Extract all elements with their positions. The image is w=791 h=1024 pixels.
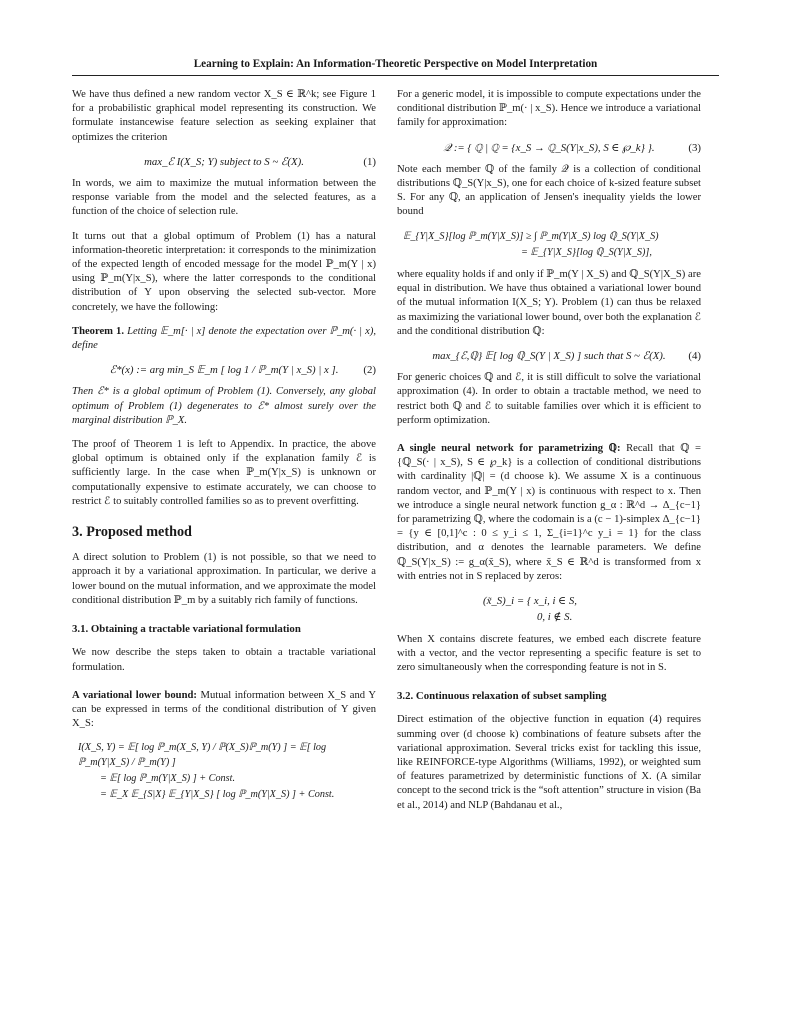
equation-1 (72, 155, 376, 169)
equation-line: I(X_S, Y) = 𝔼[ log ℙ_m(X_S, Y) / ℙ(X_S)ℙ_m(Y) ] = 𝔼[ log ℙ_m(Y|X_S) / ℙ_m(Y) ] (78, 742, 327, 768)
equation-2 (72, 363, 376, 377)
equation-number: (3) (688, 141, 701, 154)
equation-line: 𝔼_{Y|X_S}[log ℙ_m(Y|X_S)] ≥ ∫ ℙ_m(Y|X_S) log ℚ_S(Y|X_S) (403, 230, 659, 242)
running-head: Learning to Explain: An Information-Theoretic Perspective on Model Interpretation (193, 58, 598, 70)
equation-3 (397, 141, 701, 155)
equation-jensen (397, 230, 701, 260)
theorem-text: Then ℰ* is a global optimum of Problem (1). Conversely, any global optimum of Problem (1) degenerates to ℰ* almost surely over the marginal distribution ℙ_X. (72, 386, 376, 426)
theorem-text: Letting 𝔼_m[· | x] denote the expectation over ℙ_m(· | x), define (72, 325, 376, 352)
paragraph: For a generic model, it is impossible to compute expectations under the conditional distribution ℙ_m(· | x_S). Hence we introduce a variational family for approximation: (397, 89, 701, 129)
left-column (72, 88, 376, 810)
paragraph-heading: A single neural network for parametrizing ℚ: (397, 443, 621, 455)
paragraph-heading: A variational lower bound: (72, 689, 197, 701)
equation-number: (4) (688, 350, 701, 363)
equation-line: = 𝔼[ log ℙ_m(Y|X_S) ] + Const. (100, 772, 235, 784)
paragraph-text: Mutual information between X_S and Y can be expressed in terms of the conditional distribution of Y given X_S: (72, 689, 376, 730)
paragraph: It turns out that a global optimum of Problem (1) has a natural information-theoretic interpretation: it corresponds to the minimization of the expected length of encoded message for the model ℙ_m(Y | x) using ℙ_m(Y|x_S), where the latter corresponds to the conditional distribution of Y upon observing the selected sub-vector. More concretely, we have the following: (72, 230, 376, 313)
section-heading: 3. Proposed method (72, 524, 192, 541)
header-rule (72, 75, 719, 76)
paragraph: In words, we aim to maximize the mutual information between the response variable from the model and the selected features, as a function of the choice of selection rule. (72, 178, 376, 218)
paragraph-variational-lower-bound (72, 689, 376, 732)
equation-mutual-information (72, 741, 376, 802)
subsection-heading: 3.1. Obtaining a tractable variational formulation (72, 623, 301, 636)
paragraph: A direct solution to Problem (1) is not possible, so that we need to approach it by a variational approximation. In particular, we derive a lower bound on the mutual information, and we approximate the model conditional distribution ℙ_m by a suitably rich family of functions. (72, 552, 376, 606)
equation-line: 0, i ∉ S. (537, 611, 573, 624)
paragraph: Direct estimation of the objective function in equation (4) requires summing over (d choose k) combinations of feature subsets after the variational approximation. Several tricks exist for tackling this issue, like REINFORCE-type Algorithms (Williams, 1992), or weighted sum of features parametrized by deterministic functions of X. (A similar concept to the second trick is the “soft attention” structure in vision (Ba et al., 2014) and NLP (Bahdanau et al., (397, 714, 701, 811)
paragraph: We have thus defined a new random vector X_S ∈ ℝ^k; see Figure 1 for a probabilistic graphical model representing its construction. We formulate instancewise feature selection as seeking explainer that optimizes the criterion (72, 89, 376, 143)
paragraph: We now describe the steps taken to obtain a tractable variational formulation. (72, 647, 376, 673)
theorem-1 (72, 325, 376, 353)
equation-4 (397, 349, 701, 363)
equation-text: max_ℰ I(X_S; Y) subject to S ~ ℰ(X). (144, 155, 304, 168)
right-column (397, 88, 701, 823)
equation-text: 𝒬 := { ℚ | ℚ = {x_S → ℚ_S(Y|x_S), S ∈ ℘_k} }. (443, 141, 655, 154)
equation-line: (x̃_S)_i = { x_i, i ∈ S, (483, 595, 577, 608)
equation-line: = 𝔼_{Y|X_S}[log ℚ_S(Y|X_S)], (521, 246, 652, 258)
equation-number: (2) (363, 364, 376, 377)
theorem-heading: Theorem 1. (72, 325, 124, 337)
equation-text: max_{ℰ,ℚ} 𝔼[ log ℚ_S(Y | X_S) ] such that S ~ ℰ(X). (432, 350, 666, 363)
paragraph: When X contains discrete features, we embed each discrete feature with a vector, and the vector representing a specific feature is set to zero simultaneously when the corresponding feature is not in S. (397, 633, 701, 673)
equation-tilde-x (397, 594, 701, 624)
subsection-heading: 3.2. Continuous relaxation of subset sampling (397, 690, 607, 703)
equation-number: (1) (363, 155, 376, 168)
paragraph: The proof of Theorem 1 is left to Appendix. In practice, the above global optimum is obtained only if the explanation family ℰ is sufficiently large. In the case when ℙ_m(Y|x_S) is unknown or computationally expensive to estimate accurately, we can choose to restrict ℰ to suitably controlled families so as to prevent overfitting. (72, 439, 376, 507)
paragraph-neural-network (397, 442, 701, 584)
paragraph: where equality holds if and only if ℙ_m(Y | X_S) and ℚ_S(Y|X_S) are equal in distribution. We have thus obtained a variational lower bound of the mutual information I(X_S; Y). Problem (1) can thus be relaxed as maximizing the variational lower bound, over both the explanation ℰ and the conditional distribution ℚ: (397, 269, 701, 337)
paragraph: Note each member ℚ of the family 𝒬 is a collection of conditional distributions ℚ_S(Y|x_S), one for each choice of k-sized feature subset S. For any ℚ, an application of Jensen's inequality yields the lower bound (397, 163, 701, 218)
paragraph-text: Recall that ℚ = {ℚ_S(· | x_S), S ∈ ℘_k} is a collection of conditional distributions with cardinality |ℚ| = (d choose k). We assume X is a continuous random vector, and ℙ_m(Y | x) is continuous with respect to x. Then we introduce a single neural network function g_α : ℝ^d → Δ_{c−1} for parametrizing ℚ, where the codomain is a (c − 1)-simplex Δ_{c−1} = {y ∈ [0,1]^c : 0 ≤ y_i ≤ 1, Σ_{i=1}^c y_i = 1} for the class distribution, and α denotes the learnable parameters. We define ℚ_S(Y|x_S) := g_α(x̃_S), where x̃_S ∈ ℝ^d is transformed from x with entries not in S replaced by zeros: (397, 443, 701, 582)
paragraph: For generic choices ℚ and ℰ, it is still difficult to solve the variational approximation (4). In order to obtain a tractable method, we need to restrict both ℚ and ℰ to suitable families over which it is efficient to perform optimization. (397, 372, 701, 426)
equation-text: ℰ*(x) := arg min_S 𝔼_m [ log 1 / ℙ_m(Y | x_S) | x ]. (109, 364, 339, 377)
equation-line: = 𝔼_X 𝔼_{S|X} 𝔼_{Y|X_S} [ log ℙ_m(Y|X_S) ] + Const. (100, 788, 335, 800)
